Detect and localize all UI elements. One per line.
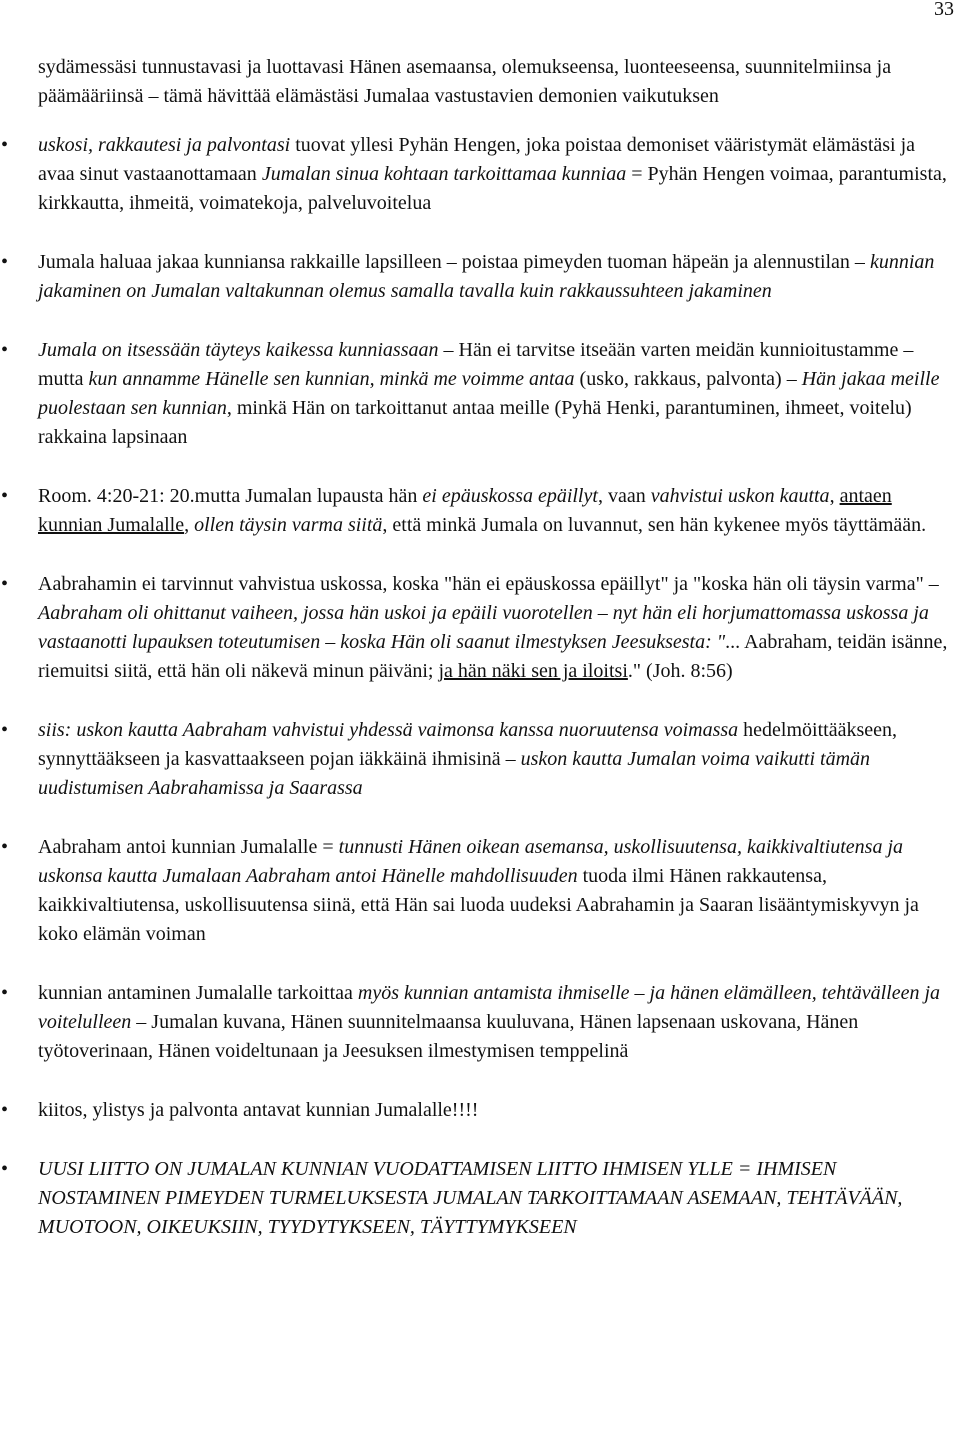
text-run: , <box>184 514 195 536</box>
italic-text: Hän jakaa meille puolestaan sen kunnian <box>38 368 940 419</box>
bullet-item <box>38 1096 950 1125</box>
intro-paragraph: sydämessäsi tunnustavasi ja luottavasi Hänen asemaansa, olemukseensa, luonteeseensa, suunnitelmiinsa ja päämääriinsä – tämä hävittää elämästäsi Jumalaa vastustavien demonien vaikutuksen <box>38 56 892 107</box>
text-run: (usko, rakkaus, palvonta) – <box>574 368 802 390</box>
italic-text: Jumalan sinua kohtaan tarkoittamaa kunniaa <box>261 163 627 185</box>
text-run: Aabraham antoi kunnian Jumalalle = <box>38 836 339 858</box>
bullet-item <box>38 131 950 218</box>
text-run: , <box>829 485 840 507</box>
text-run: ... Aabraham, teidän isänne, riemuitsi siitä, että hän oli näkevä minun päiväni; <box>38 631 948 682</box>
text-run: kiitos, ylistys ja palvonta antavat kunnian Jumalalle!!!! <box>38 1099 479 1121</box>
italic-text: myös kunnian antamista ihmiselle – ja hänen elämälleen, tehtävälleen ja voitelulleen <box>38 982 941 1033</box>
text-run: , minkä Hän on tarkoittanut antaa meille (Pyhä Henki, parantuminen, ihmeet, voitelu) rakkaina lapsinaan <box>38 397 912 448</box>
text-run: – Jumalan kuvana, Hänen suunnitelmaansa kuuluvana, Hänen lapsenaan uskovana, Hänen työtoverinaan, Hänen voideltunaan ja Jeesuksen ilmestymisen temppelinä <box>38 1011 859 1062</box>
text-run: ." (Joh. 8:56) <box>627 660 733 682</box>
italic-text: tunnusti Hänen oikean asemansa, uskollisuutensa, kaikkivaltiutensa ja uskonsa kautta Jumalaan Aabraham antoi Hänelle mahdollisuuden <box>38 836 904 887</box>
text-run: Aabrahamin ei tarvinnut vahvistua uskossa, koska "hän ei epäuskossa epäillyt" ja "koska hän oli täysin varma" – <box>38 573 939 595</box>
bullet-item <box>38 482 950 540</box>
bullet-item <box>38 979 950 1066</box>
page-number: 33 <box>934 0 954 20</box>
text-run: Room. 4:20-21: 20.mutta Jumalan lupausta hän <box>38 485 423 507</box>
italic-text: siis: uskon kautta Aabraham vahvistui yhdessä vaimonsa kanssa nuoruutensa voimassa <box>38 719 739 741</box>
underlined-text: antaen kunnian Jumalalle <box>38 485 892 536</box>
text-run: tuoda ilmi Hänen rakkautensa, kaikkivaltiutensa, uskollisuutensa siinä, että Hän sai luoda uudeksi Aabrahamin ja Saaran lisääntymiskyvyn ja koko elämän voiman <box>38 865 919 945</box>
text-run: – Hän ei tarvitse itseään varten meidän kunnioitustamme – mutta <box>38 339 914 390</box>
italic-text: UUSI LIITTO ON JUMALAN KUNNIAN VUODATTAMISEN LIITTO IHMISEN YLLE = IHMISEN NOSTAMINEN PIMEYDEN TURMELUKSESTA JUMALAN TARKOITTAMAAN ASEMAAN, TEHTÄVÄÄN, MUOTOON, OIKEUKSIIN, TYYDYTYKSEEN, TÄYTTYMYKSEEN <box>38 1158 903 1238</box>
italic-text: kun annamme Hänelle sen kunnian, minkä me voimme antaa <box>88 368 575 390</box>
text-run: tuovat yllesi Pyhän Hengen, joka poistaa demoniset vääristymät elämästäsi ja avaa sinut vastaanottamaan <box>38 134 916 185</box>
bullet-list <box>38 131 950 1242</box>
text-run: Jumala haluaa jakaa kunniansa rakkaille lapsilleen – poistaa pimeyden tuoman häpeän ja alennustilan – <box>38 251 870 273</box>
bullet-item <box>38 1155 950 1242</box>
bullet-item <box>38 336 950 452</box>
text-run: = Pyhän Hengen voimaa, parantumista, kirkkautta, ihmeitä, voimatekoja, palveluvoitelua <box>38 163 947 214</box>
text-run: , vaan <box>597 485 651 507</box>
text-run: , että minkä Jumala on luvannut, sen hän kykenee myös täyttämään. <box>382 514 927 536</box>
italic-text: uskon kautta Jumalan voima vaikutti tämän uudistumisen Aabrahamissa ja Saarassa <box>38 748 871 799</box>
italic-text: ei epäuskossa epäillyt <box>422 485 598 507</box>
italic-text: vahvistui uskon kautta <box>650 485 830 507</box>
bullet-item <box>38 570 950 686</box>
italic-text: kunnian jakaminen on Jumalan valtakunnan olemus samalla tavalla kuin rakkaussuhteen jakaminen <box>38 251 935 302</box>
italic-text: Aabraham oli ohittanut vaiheen, jossa hän uskoi ja epäili vuorotellen – nyt hän eli horjumattomassa uskossa ja vastaanotti lupauksen toteutumisen – koska Hän oli saanut ilmestyksen Jeesuksesta: " <box>38 602 929 653</box>
text-run: kunnian antaminen Jumalalle tarkoittaa <box>38 982 358 1004</box>
document-body <box>38 53 950 1242</box>
italic-text: Jumala on itsessään täyteys kaikessa kunniassaan <box>38 339 439 361</box>
bullet-item <box>38 833 950 949</box>
italic-text: ollen täysin varma siitä <box>194 514 383 536</box>
underlined-text: ja hän näki sen ja iloitsi <box>438 660 628 682</box>
bullet-item <box>38 248 950 306</box>
italic-text: uskosi, rakkautesi ja palvontasi <box>38 134 291 156</box>
bullet-item <box>38 716 950 803</box>
text-run: hedelmöittääkseen, synnyttääkseen ja kasvattaakseen pojan iäkkäinä ihmisinä – <box>38 719 897 770</box>
